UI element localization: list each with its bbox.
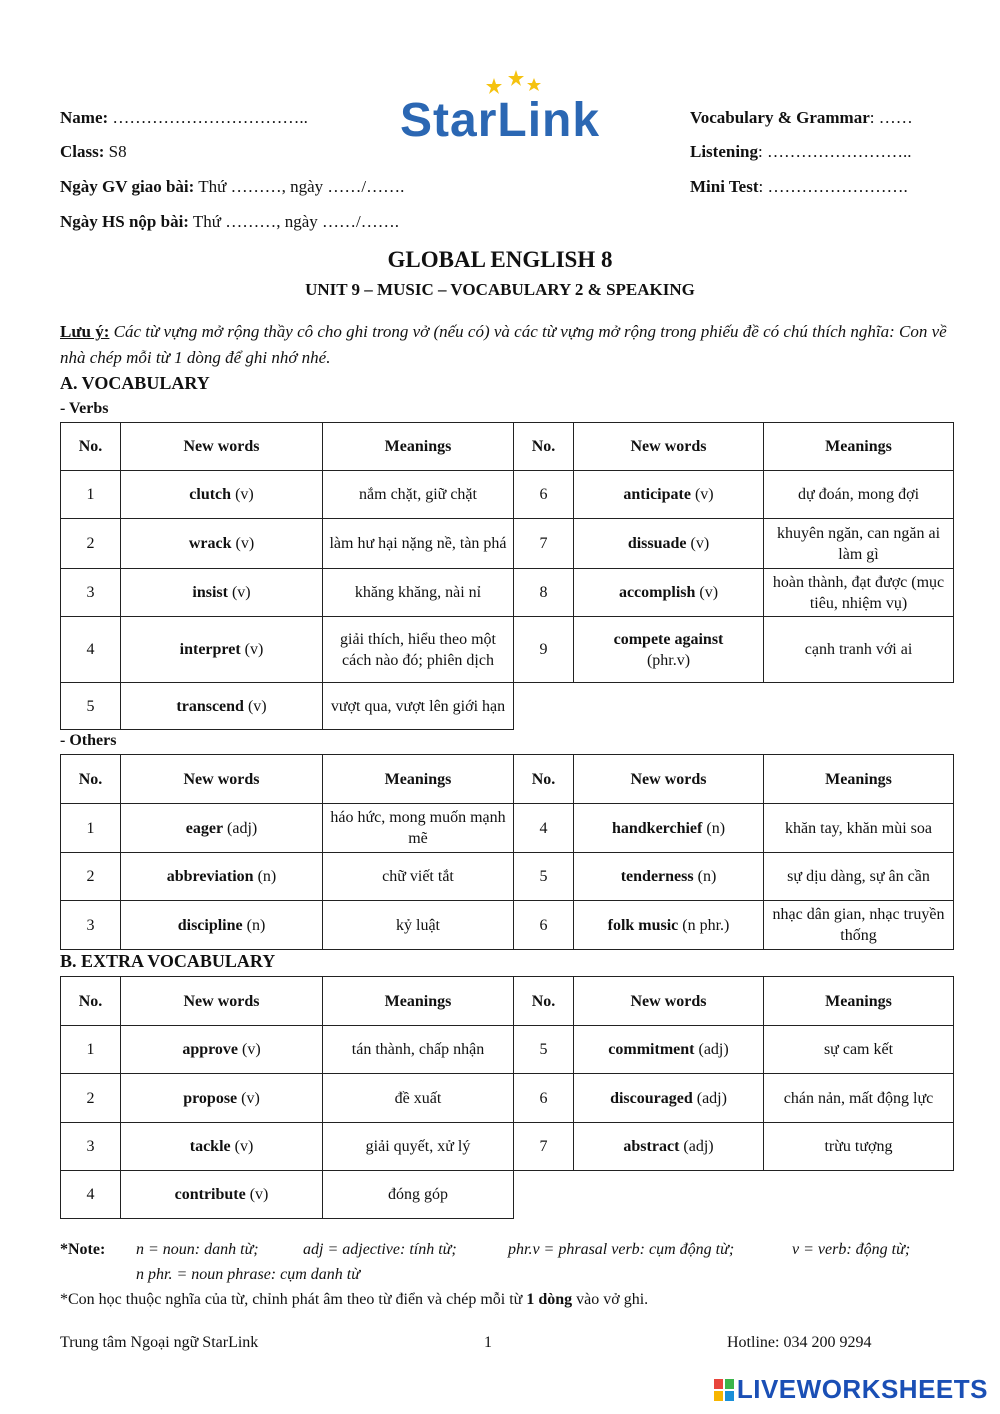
footer-center-name: Trung tâm Ngoại ngữ StarLink xyxy=(60,1334,259,1351)
note-label: Lưu ý: xyxy=(60,322,110,341)
page-title: GLOBAL ENGLISH 8 xyxy=(387,247,613,272)
liveworksheets-logo-icon xyxy=(714,1379,734,1401)
class-value: S8 xyxy=(108,142,127,161)
submit-date-value[interactable]: Thứ ………, ngày ……/……. xyxy=(192,212,400,231)
assign-date-value[interactable]: Thứ ………, ngày ……/……. xyxy=(198,177,405,196)
listening-field[interactable]: : …………………….. xyxy=(758,142,912,161)
vocab-grammar-field[interactable]: : …… xyxy=(869,108,913,127)
table-row: 3 discipline (n) kỷ luật 6 folk music (n phr.) nhạc dân gian, nhạc truyền thống xyxy=(61,901,954,950)
table-row: 4 interpret (v) giải thích, hiểu theo một cách nào đó; phiên dịch 9 compete against (phr.v) cạnh tranh với ai xyxy=(61,617,954,683)
verbs-label: - Verbs xyxy=(60,400,109,417)
table-row: 4 contribute (v) đóng góp xyxy=(61,1171,954,1219)
table-header-row: No. New words Meanings No. New words Meanings xyxy=(61,423,954,471)
table-row: 2 propose (v) đề xuất 6 discouraged (adj) chán nản, mất động lực xyxy=(61,1074,954,1123)
table-row: 1 eager (adj) háo hức, mong muốn mạnh mẽ 4 handkerchief (n) khăn tay, khăn mùi soa xyxy=(61,804,954,853)
others-table xyxy=(60,754,954,950)
name-field[interactable]: …………………………….. xyxy=(112,108,308,127)
table-row: 1 approve (v) tán thành, chấp nhận 5 commitment (adj) sự cam kết xyxy=(61,1026,954,1074)
table-row: 1 clutch (v) nắm chặt, giữ chặt 6 anticipate (v) dự đoán, mong đợi xyxy=(61,471,954,519)
table-header-row: No. New words Meanings No. New words Meanings xyxy=(61,755,954,804)
vocab-grammar-score: Vocabulary & Grammar: …… xyxy=(690,108,913,127)
table-row: 2 abbreviation (n) chữ viết tắt 5 tenderness (n) sự dịu dàng, sự ân cần xyxy=(61,853,954,901)
assign-date-line: Ngày GV giao bài: Thứ ………, ngày ……/……. xyxy=(60,177,405,196)
submit-date-line: Ngày HS nộp bài: Thứ ………, ngày ……/……. xyxy=(60,212,400,231)
mini-test-field[interactable]: : ……………………. xyxy=(758,177,908,196)
section-b-heading: B. EXTRA VOCABULARY xyxy=(60,951,276,971)
liveworksheets-watermark xyxy=(714,1374,988,1405)
page-number: 1 xyxy=(484,1334,492,1351)
table-row: 2 wrack (v) làm hư hại nặng nề, tàn phá 7 dissuade (v) khuyên ngăn, can ngăn ai làm gì xyxy=(61,519,954,569)
abbrev-phrasal-verb: phr.v = phrasal verb: cụm động từ; xyxy=(508,1241,735,1258)
section-a-heading: A. VOCABULARY xyxy=(60,373,210,393)
abbrev-noun-phrase: n phr. = noun phrase: cụm danh từ xyxy=(136,1266,360,1283)
abbrev-note-label: *Note: xyxy=(60,1241,106,1258)
table-row: 3 insist (v) khăng khăng, nài nỉ 8 accomplish (v) hoàn thành, đạt được (mục tiêu, nhiệm vụ) xyxy=(61,569,954,617)
extra-vocabulary-table xyxy=(60,976,954,1219)
abbrev-verb: v = verb: động từ; xyxy=(792,1241,911,1258)
class-line: Class: S8 xyxy=(60,142,127,161)
name-line: Name: …………………………….. xyxy=(60,108,308,127)
mini-test-score: Mini Test: ……………………. xyxy=(690,177,908,196)
footer-hotline: Hotline: 034 200 9294 xyxy=(727,1334,872,1351)
table-row: 5 transcend (v) vượt qua, vượt lên giới hạn xyxy=(61,683,954,730)
table-header-row: No. New words Meanings No. New words Meanings xyxy=(61,977,954,1026)
abbrev-noun: n = noun: danh từ; xyxy=(136,1241,259,1258)
starlink-logo xyxy=(398,66,630,146)
table-row: 3 tackle (v) giải quyết, xử lý 7 abstract (adj) trừu tượng xyxy=(61,1123,954,1171)
listening-score: Listening: …………………….. xyxy=(690,142,912,161)
study-instruction: *Con học thuộc nghĩa của từ, chỉnh phát âm theo từ điển và chép mỗi từ 1 dòng vào vở ghi. xyxy=(60,1291,649,1308)
page-subtitle: UNIT 9 – MUSIC – VOCABULARY 2 & SPEAKING xyxy=(305,280,695,299)
verbs-table xyxy=(60,422,954,730)
abbrev-adjective: adj = adjective: tính từ; xyxy=(303,1241,457,1258)
logo-text: StarLink xyxy=(400,94,601,146)
study-note xyxy=(60,319,955,371)
others-label: - Others xyxy=(60,732,117,749)
watermark-text: LIVEWORKSHEETS xyxy=(736,1374,988,1404)
note-text: Các từ vựng mở rộng thầy cô cho ghi trong vở (nếu có) và các từ vựng mở rộng trong phiếu đề có chú thích nghĩa: Con về nhà chép mỗi từ 1 dòng để ghi nhớ nhé. xyxy=(60,322,947,367)
